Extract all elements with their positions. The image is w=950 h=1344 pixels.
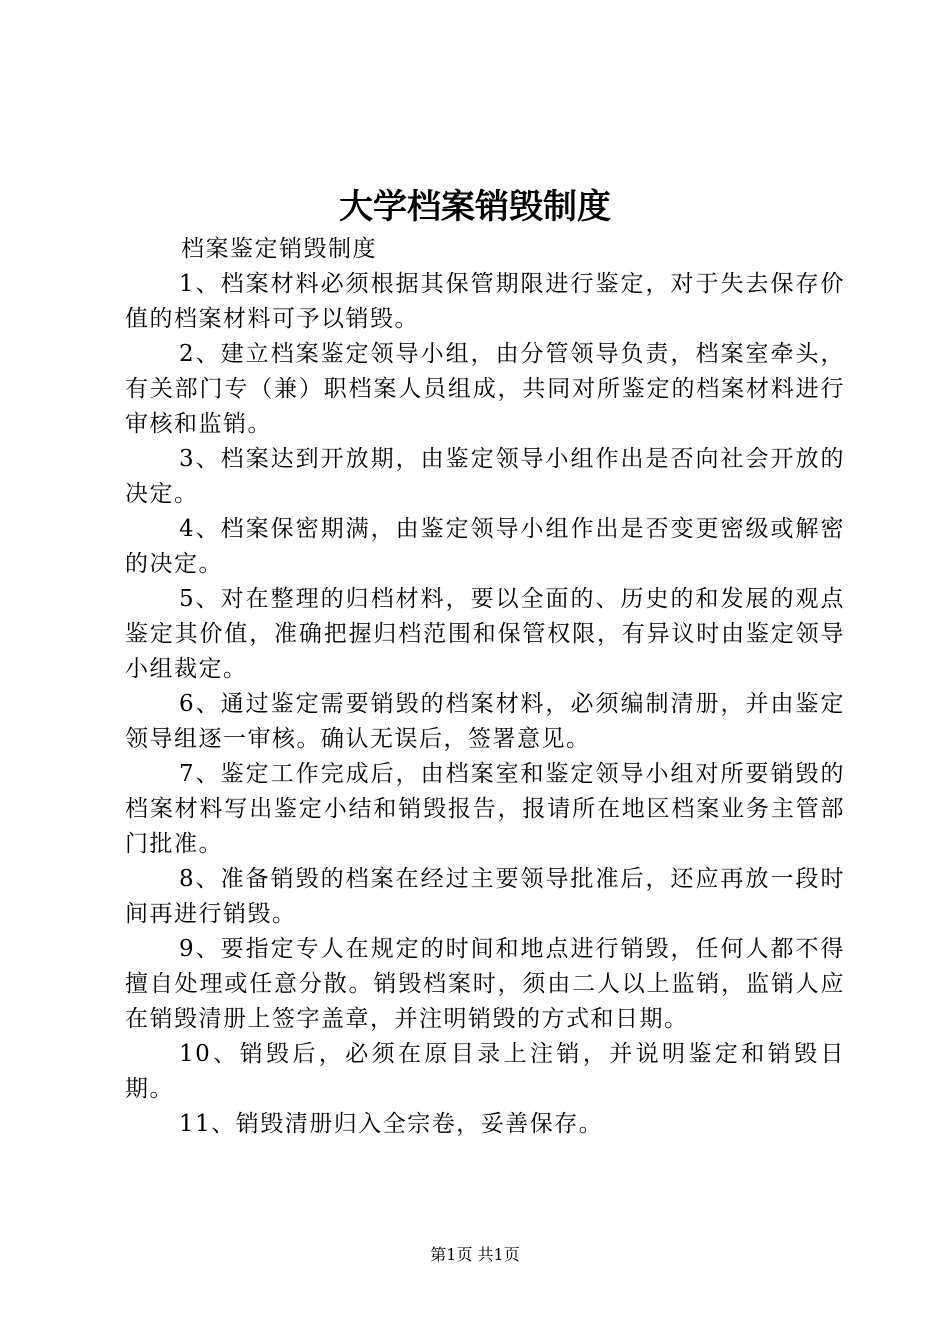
paragraph-2: 2、建立档案鉴定领导小组，由分管领导负责，档案室牵头，有关部门专（兼）职档案人员组成，共同对所鉴定的档案材料进行审核和监销。	[125, 341, 845, 437]
paragraph-6: 6、通过鉴定需要销毁的档案材料，必须编制清册，并由鉴定领导组逐一审核。确认无误后，签署意见。	[125, 691, 845, 752]
paragraph-7: 7、鉴定工作完成后，由档案室和鉴定领导小组对所要销毁的档案材料写出鉴定小结和销毁报告，报请所在地区档案业务主管部门批准。	[125, 761, 845, 857]
paragraph-9: 9、要指定专人在规定的时间和地点进行销毁，任何人都不得擅自处理或任意分散。销毁档案时，须由二人以上监销，监销人应在销毁清册上签字盖章，并注明销毁的方式和日期。	[125, 936, 845, 1032]
document-title: 大学档案销毁制度	[339, 187, 611, 227]
paragraph-10: 10、销毁后，必须在原目录上注销，并说明鉴定和销毁日期。	[125, 1041, 845, 1102]
paragraph-8: 8、准备销毁的档案在经过主要领导批准后，还应再放一段时间再进行销毁。	[125, 866, 845, 927]
page-footer: 第1页 共1页	[430, 1245, 520, 1264]
document-subtitle: 档案鉴定销毁制度	[181, 236, 377, 262]
paragraph-11: 11、销毁清册归入全宗卷，妥善保存。	[179, 1111, 604, 1137]
paragraph-4: 4、档案保密期满，由鉴定领导小组作出是否变更密级或解密的决定。	[125, 516, 845, 577]
paragraph-5: 5、对在整理的归档材料，要以全面的、历史的和发展的观点鉴定其价值，准确把握归档范围和保管权限，有异议时由鉴定领导小组裁定。	[125, 586, 845, 682]
document-body	[125, 232, 845, 1142]
paragraph-1: 1、档案材料必须根据其保管期限进行鉴定，对于失去保存价值的档案材料可予以销毁。	[125, 271, 845, 332]
paragraph-3: 3、档案达到开放期，由鉴定领导小组作出是否向社会开放的决定。	[125, 446, 845, 507]
